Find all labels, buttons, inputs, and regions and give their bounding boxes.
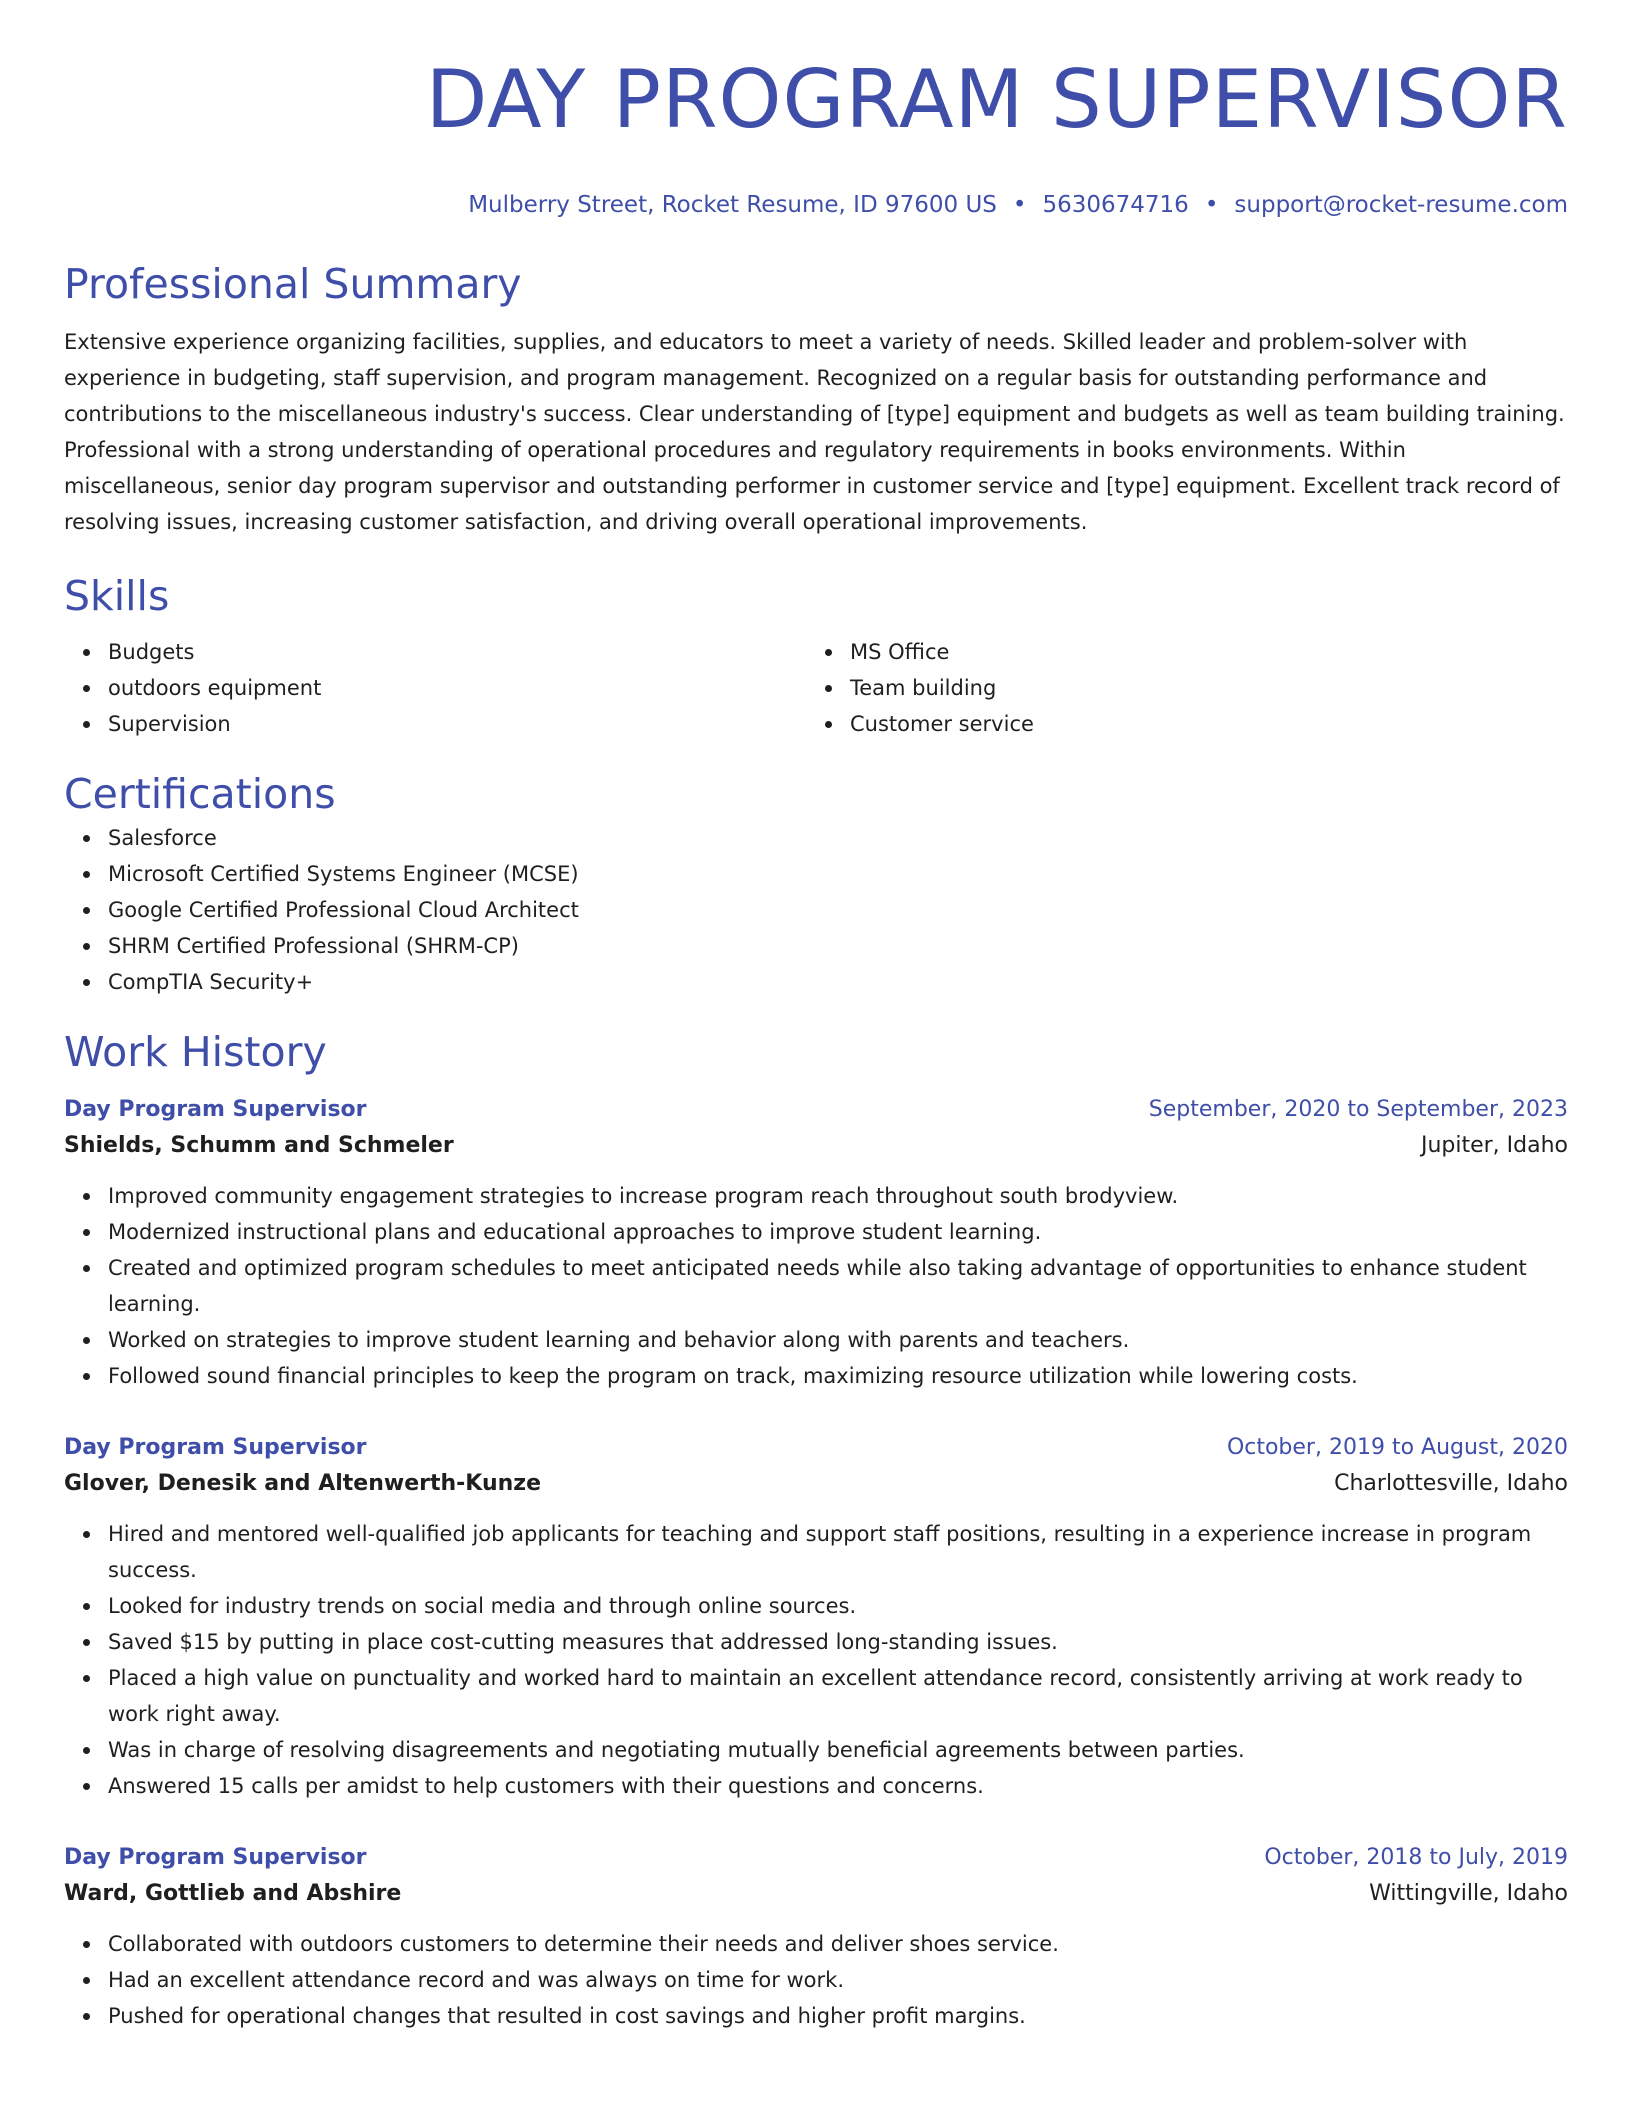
job-bullet: Hired and mentored well-qualified job applicants for teaching and support staff positions, resulting in a experience increase in program success. <box>108 1516 1568 1588</box>
skill-item: outdoors equipment <box>108 670 806 706</box>
job-title: Day Program Supervisor <box>64 1845 367 1870</box>
job-entry <box>64 1094 1568 1394</box>
job-title-row <box>64 1842 1568 1874</box>
job-bullets <box>64 1926 1568 2034</box>
certification-item: CompTIA Security+ <box>108 964 1568 1000</box>
job-company-row <box>64 1126 1568 1166</box>
job-location: Jupiter, Idaho <box>1420 1133 1568 1158</box>
job-bullets <box>64 1516 1568 1804</box>
skill-item: Budgets <box>108 634 806 670</box>
job-bullet: Modernized instructional plans and educational approaches to improve student learning. <box>108 1214 1568 1250</box>
job-bullet: Followed sound financial principles to keep the program on track, maximizing resource utilization while lowering costs. <box>108 1358 1568 1394</box>
job-title: Day Program Supervisor <box>64 1435 367 1460</box>
job-dates: September, 2020 to September, 2023 <box>1148 1097 1568 1122</box>
job-bullet: Answered 15 calls per amidst to help customers with their questions and concerns. <box>108 1768 1568 1804</box>
job-location: Charlottesville, Idaho <box>1334 1471 1568 1496</box>
skills-list-right <box>806 634 1568 742</box>
job-bullet: Was in charge of resolving disagreements and negotiating mutually beneficial agreements between parties. <box>108 1732 1568 1768</box>
job-bullets <box>64 1178 1568 1394</box>
job-company: Ward, Gottlieb and Abshire <box>64 1881 402 1906</box>
certification-item: SHRM Certified Professional (SHRM-CP) <box>108 928 1568 964</box>
summary-heading: Professional Summary <box>64 260 522 308</box>
job-bullet: Placed a high value on punctuality and worked hard to maintain an excellent attendance record, consistently arriving at work ready to work right away. <box>108 1660 1568 1732</box>
skill-item: Supervision <box>108 706 806 742</box>
job-company: Shields, Schumm and Schmeler <box>64 1133 454 1158</box>
contact-email: support@rocket-resume.com <box>1234 192 1568 218</box>
job-title-row <box>64 1432 1568 1464</box>
contact-separator: • <box>1204 192 1219 218</box>
candidate-name: DAY PROGRAM SUPERVISOR <box>425 53 1568 146</box>
skill-item: MS Office <box>850 634 1568 670</box>
skills-grid <box>64 634 1568 742</box>
certification-item: Google Certified Professional Cloud Architect <box>108 892 1568 928</box>
job-bullet: Improved community engagement strategies to increase program reach throughout south brodyview. <box>108 1178 1568 1214</box>
job-location: Wittingville, Idaho <box>1369 1881 1568 1906</box>
job-company-row <box>64 1874 1568 1914</box>
job-title: Day Program Supervisor <box>64 1097 367 1122</box>
contact-address: Mulberry Street, Rocket Resume, ID 97600 US <box>468 192 997 218</box>
job-bullet: Collaborated with outdoors customers to determine their needs and deliver shoes service. <box>108 1926 1568 1962</box>
summary-text: Extensive experience organizing facilities, supplies, and educators to meet a variety of needs. Skilled leader and problem-solver with experience in budgeting, staff supervision, and program management. Recognized on a regular basis for outstanding performance and contributions to the miscellaneous industry's success. Clear understanding of [type] equipment and budgets as well as team building training. Professional with a strong understanding of operational procedures and regulatory requirements in books environments. Within miscellaneous, senior day program supervisor and outstanding performer in customer service and [type] equipment. Excellent track record of resolving issues, increasing customer satisfaction, and driving overall operational improvements. <box>64 330 1565 534</box>
job-entry <box>64 1842 1568 2034</box>
job-bullet: Saved $15 by putting in place cost-cutting measures that addressed long-standing issues. <box>108 1624 1568 1660</box>
contact-separator: • <box>1012 192 1027 218</box>
skills-heading: Skills <box>64 572 170 620</box>
resume-header <box>64 0 1568 220</box>
skills-list-left <box>64 634 806 742</box>
job-title-row <box>64 1094 1568 1126</box>
job-company-row <box>64 1464 1568 1504</box>
certification-item: Salesforce <box>108 820 1568 856</box>
skill-item: Customer service <box>850 706 1568 742</box>
skill-item: Team building <box>850 670 1568 706</box>
contact-line <box>64 190 1568 220</box>
job-bullet: Created and optimized program schedules to meet anticipated needs while also taking advantage of opportunities to enhance student learning. <box>108 1250 1568 1322</box>
job-bullet: Had an excellent attendance record and was always on time for work. <box>108 1962 1568 1998</box>
job-bullet: Pushed for operational changes that resulted in cost savings and higher profit margins. <box>108 1998 1568 2034</box>
job-dates: October, 2018 to July, 2019 <box>1264 1845 1568 1870</box>
certification-item: Microsoft Certified Systems Engineer (MCSE) <box>108 856 1568 892</box>
contact-phone: 5630674716 <box>1042 192 1189 218</box>
work-history-heading: Work History <box>64 1028 327 1076</box>
job-bullet: Worked on strategies to improve student learning and behavior along with parents and teachers. <box>108 1322 1568 1358</box>
job-entry <box>64 1432 1568 1804</box>
certifications-heading: Certifications <box>64 770 336 818</box>
certifications-list <box>64 820 1568 1000</box>
job-dates: October, 2019 to August, 2020 <box>1226 1435 1568 1460</box>
job-company: Glover, Denesik and Altenwerth-Kunze <box>64 1471 541 1496</box>
job-bullet: Looked for industry trends on social media and through online sources. <box>108 1588 1568 1624</box>
